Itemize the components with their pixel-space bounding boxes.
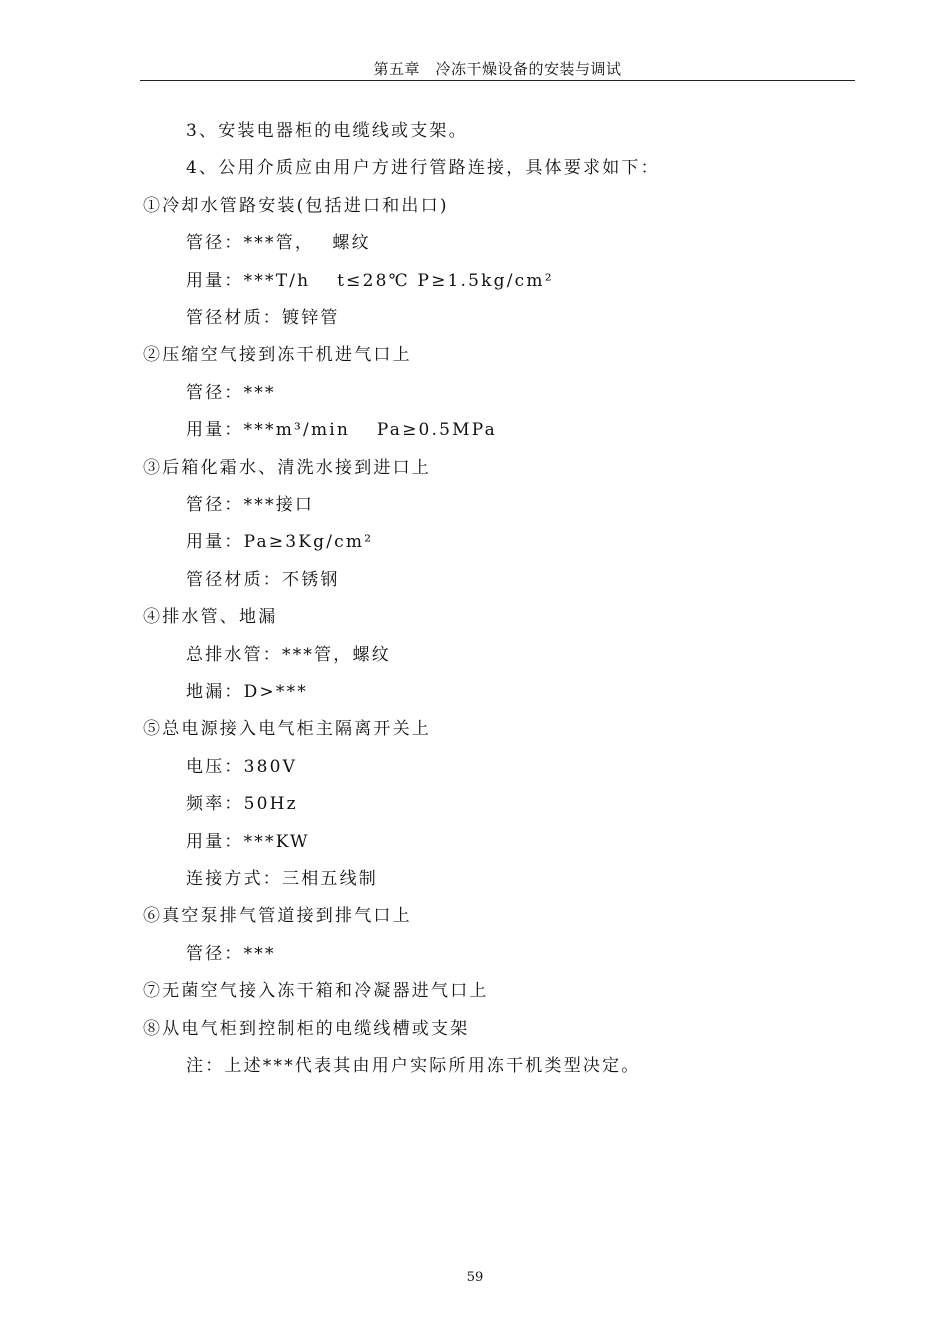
item-heading-cooling-water: ①冷却水管路安装(包括进口和出口) <box>143 195 449 216</box>
text-line: 管径材质：镀锌管 <box>186 308 340 328</box>
text-line: 用量：***KW <box>186 831 310 852</box>
item-heading-drainage: ④排水管、地漏 <box>143 607 278 628</box>
text-line: 总排水管：***管，螺纹 <box>186 644 391 665</box>
text-line: 连接方式：三相五线制 <box>186 869 378 889</box>
text-line: 用量：***m³/min Pa≥0.5MPa <box>186 420 497 441</box>
text-line: 管径：***接口 <box>186 495 315 515</box>
page-header <box>140 56 855 81</box>
text-line: 频率：50Hz <box>186 794 298 815</box>
item-heading-sterile-air: ⑦无菌空气接入冻干箱和冷凝器进气口上 <box>143 981 489 1002</box>
item-heading-vacuum-exhaust: ⑥真空泵排气管道接到排气口上 <box>143 906 412 927</box>
chapter-title: 第五章 冷冻干燥设备的安装与调试 <box>373 60 622 78</box>
item-heading-compressed-air: ②压缩空气接到冻干机进气口上 <box>143 345 412 366</box>
item-heading-cable-tray: ⑧从电气柜到控制柜的电缆线槽或支架 <box>143 1018 470 1039</box>
text-line: 管径：***管， 螺纹 <box>186 233 371 254</box>
item-heading-power-supply: ⑤总电源接入电气柜主隔离开关上 <box>143 719 431 740</box>
text-line: 管径材质：不锈钢 <box>186 569 340 590</box>
note-line: 注：上述***代表其由用户实际所用冻干机类型决定。 <box>186 1056 641 1076</box>
text-line: 地漏：D>*** <box>186 682 308 702</box>
text-line: 管径：*** <box>186 382 276 403</box>
page-number: 59 <box>466 1270 484 1285</box>
item-heading-defrost-water: ③后箱化霜水、清洗水接到进口上 <box>143 457 431 478</box>
text-line-install-cable: 3、安装电器柜的电缆线或支架。 <box>186 121 468 141</box>
text-line: 用量：Pa≥3Kg/cm² <box>186 532 374 553</box>
text-line: 用量：***T/h t≤28℃ P≥1.5kg/cm² <box>186 270 554 291</box>
text-line: 电压：380V <box>186 756 298 777</box>
text-line-utility-intro: 4、公用介质应由用户方进行管路连接，具体要求如下： <box>186 158 660 179</box>
text-line: 管径：*** <box>186 943 276 964</box>
